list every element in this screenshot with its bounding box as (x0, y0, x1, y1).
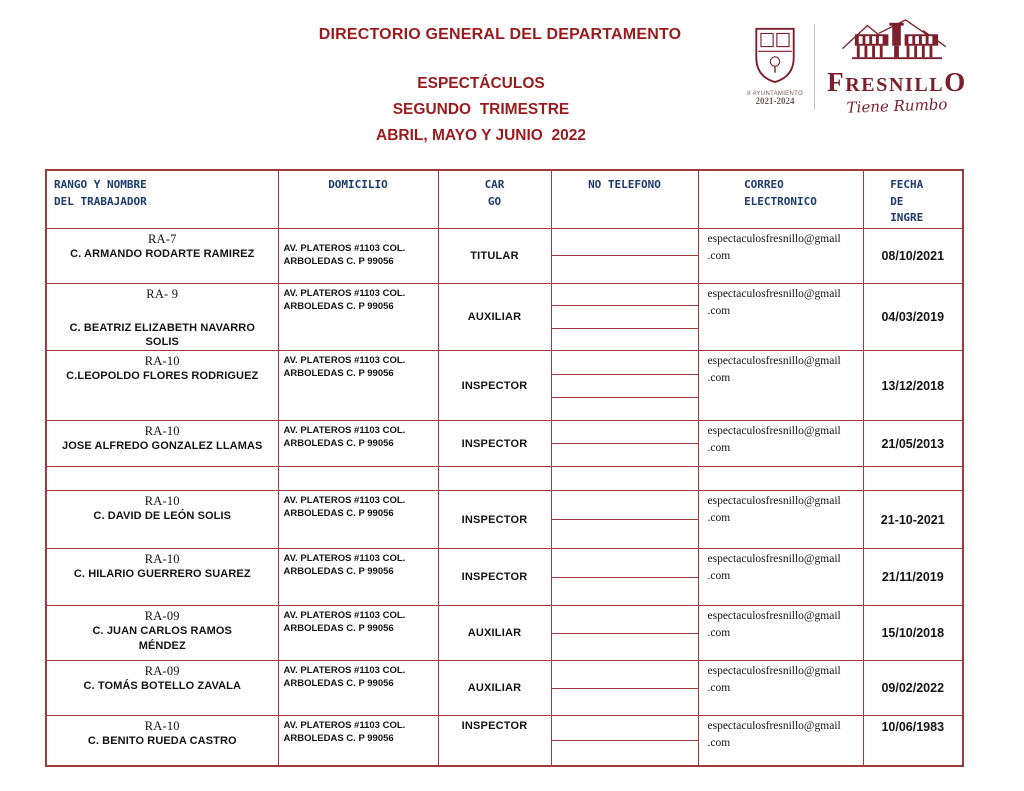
cargo-cell (438, 549, 551, 606)
header-line: RANGO Y NOMBRE (54, 178, 147, 191)
email-line: .com (707, 512, 731, 525)
address-text (279, 421, 438, 451)
address-line: ARBOLEDAS C. P 99056 (283, 368, 394, 380)
address-text (279, 549, 438, 579)
header-line: FECHA (890, 178, 924, 191)
phone-slot (552, 491, 698, 520)
subtitle-trimester: SEGUNDO TRIMESTRE (392, 101, 570, 118)
cargo-cell (438, 606, 551, 661)
skyline-icon (836, 49, 958, 66)
phone-cell (551, 228, 698, 283)
employee-name-cell (46, 606, 278, 661)
phone-slot (552, 256, 698, 283)
employee-name-cell (46, 421, 278, 467)
phone-slot-group (552, 284, 698, 351)
table-row (46, 661, 963, 716)
table-row (46, 228, 963, 283)
email-text (699, 716, 863, 753)
email-text (699, 491, 863, 528)
employee-name-line: C. BEATRIZ ELIZABETH NAVARRO (69, 321, 255, 334)
fresnillo-logo (747, 18, 968, 115)
table-head (46, 170, 963, 228)
header-cell-5 (863, 170, 963, 228)
employee-name (47, 321, 278, 351)
employee-name-line: C. DAVID DE LEÓN SOLIS (93, 510, 232, 523)
phone-slot (552, 306, 698, 329)
employee-name (47, 624, 278, 654)
phone-slot (552, 661, 698, 689)
email-cell (698, 549, 863, 606)
address-text (279, 351, 438, 381)
address-line: AV. PLATEROS #1103 COL. (283, 242, 406, 254)
phone-slot (552, 689, 698, 716)
phone-slot (552, 716, 698, 741)
rank-label: RA-10 (144, 552, 180, 567)
email-text (699, 549, 863, 586)
email-line: .com (707, 682, 731, 695)
email-cell (698, 421, 863, 467)
address-text (279, 229, 438, 269)
logo-divider (814, 24, 815, 110)
header-line: DEL TRABAJADOR (54, 194, 147, 208)
email-line: espectaculosfresnillo@gmail (707, 553, 841, 566)
phone-slot (552, 329, 698, 351)
header-line: CAR (484, 178, 505, 191)
employee-name-cell (46, 661, 278, 716)
cargo-cell (438, 716, 551, 766)
table-row (46, 606, 963, 661)
employee-name (47, 509, 278, 524)
employee-name-cell (46, 491, 278, 549)
employee-name-line: SOLIS (145, 336, 179, 349)
email-line: .com (707, 627, 731, 640)
entry-date-label: 21-10-2021 (880, 512, 945, 527)
email-line: .com (707, 304, 731, 317)
address-cell (278, 661, 438, 716)
address-line: AV. PLATEROS #1103 COL. (283, 610, 406, 622)
cargo-cell (438, 421, 551, 467)
phone-slot (552, 284, 698, 307)
header-line: ELECTRONICO (744, 194, 817, 208)
phone-cell (551, 351, 698, 421)
cargo-label: AUXILIAR (467, 682, 522, 695)
cargo-label: INSPECTOR (461, 513, 528, 526)
spacer-row (46, 467, 963, 491)
phone-cell (551, 549, 698, 606)
header-line: DOMICILIO (328, 178, 388, 191)
email-cell (698, 228, 863, 283)
email-cell (698, 661, 863, 716)
address-cell (278, 606, 438, 661)
email-line: .com (707, 372, 731, 385)
phone-cell (551, 606, 698, 661)
cargo-label: TITULAR (470, 249, 519, 262)
entry-date-cell (863, 661, 963, 716)
phone-slot (552, 444, 698, 466)
phone-cell (551, 467, 698, 491)
phone-slot (552, 520, 698, 548)
phone-slot-group (552, 661, 698, 715)
phone-slot (552, 229, 698, 257)
address-cell (278, 491, 438, 549)
page-title: DIRECTORIO GENERAL DEL DEPARTAMENTO (318, 26, 682, 43)
rank-label: RA-7 (147, 231, 177, 246)
brand-name (826, 69, 968, 96)
entry-date-cell (863, 716, 963, 766)
entry-date-cell (863, 351, 963, 421)
email-text (699, 421, 863, 458)
phone-slot (552, 421, 698, 444)
header-line: CORREO (744, 178, 784, 191)
phone-slot (552, 606, 698, 634)
phone-slot-group (552, 491, 698, 548)
phone-slot-group (552, 716, 698, 765)
header-text (744, 177, 817, 210)
email-cell (698, 606, 863, 661)
address-cell (278, 421, 438, 467)
address-cell (278, 716, 438, 766)
phone-cell (551, 716, 698, 766)
address-text (279, 491, 438, 521)
brand-middle: RESNILL (845, 74, 945, 96)
employee-name-cell (46, 351, 278, 421)
cargo-label: AUXILIAR (467, 627, 522, 640)
entry-date-cell (863, 549, 963, 606)
phone-slot (552, 741, 698, 765)
header-cell-2 (438, 170, 551, 228)
address-text (279, 661, 438, 691)
brand-final: O (944, 67, 967, 97)
directory-table (45, 169, 964, 767)
address-line: AV. PLATEROS #1103 COL. (283, 287, 406, 299)
address-text (279, 606, 438, 636)
phone-slot-group (552, 549, 698, 605)
address-line: ARBOLEDAS C. P 99056 (283, 623, 394, 635)
email-line: espectaculosfresnillo@gmail (707, 287, 841, 300)
rank-label: RA-09 (144, 609, 180, 624)
employee-name (47, 369, 278, 384)
crest-caption-line2: 2021-2024 (755, 96, 795, 107)
crest-caption (747, 91, 803, 107)
header-text (279, 177, 438, 194)
email-cell (698, 283, 863, 351)
employee-name-cell (46, 228, 278, 283)
employee-name-cell (46, 467, 278, 491)
address-cell (278, 283, 438, 351)
entry-date-label: 15/10/2018 (881, 626, 945, 641)
subtitle-department: ESPECTÁCULOS (417, 75, 545, 92)
address-line: AV. PLATEROS #1103 COL. (283, 553, 406, 565)
phone-slot-group (552, 421, 698, 466)
address-line: ARBOLEDAS C. P 99056 (283, 678, 394, 690)
cargo-cell (438, 491, 551, 549)
address-text (279, 716, 438, 746)
rank-label: RA-09 (144, 664, 180, 679)
table-row (46, 351, 963, 421)
table-row (46, 421, 963, 467)
entry-date-label: 04/03/2019 (881, 309, 945, 324)
employee-name-cell (46, 283, 278, 351)
email-line: .com (707, 249, 731, 262)
employee-name-line: C. ARMANDO RODARTE RAMIREZ (70, 247, 255, 260)
email-cell (698, 491, 863, 549)
address-line: ARBOLEDAS C. P 99056 (283, 255, 394, 267)
phone-cell (551, 491, 698, 549)
email-cell (698, 716, 863, 766)
header-text (890, 177, 923, 227)
header-line: DE (890, 194, 904, 208)
entry-date-cell (863, 283, 963, 351)
address-line: AV. PLATEROS #1103 COL. (283, 720, 406, 732)
table-row (46, 549, 963, 606)
employee-name (47, 679, 278, 694)
phone-slot-group (552, 351, 698, 420)
phone-slot (552, 634, 698, 661)
table-row (46, 491, 963, 549)
cargo-cell (438, 283, 551, 351)
address-line: AV. PLATEROS #1103 COL. (283, 495, 406, 507)
address-line: AV. PLATEROS #1103 COL. (283, 425, 406, 437)
entry-date-label: 08/10/2021 (881, 248, 945, 263)
crest-caption-line1: II AYUNTAMIENTO (747, 90, 803, 97)
cargo-cell (438, 467, 551, 491)
email-line: espectaculosfresnillo@gmail (707, 495, 841, 508)
address-line: ARBOLEDAS C. P 99056 (283, 438, 394, 450)
rank-label: RA- 9 (146, 286, 179, 301)
employee-name-line: JOSE ALFREDO GONZALEZ LLAMAS (62, 440, 263, 453)
phone-cell (551, 661, 698, 716)
employee-name-line: C.LEOPOLDO FLORES RODRIGUEZ (66, 370, 259, 383)
phone-cell (551, 421, 698, 467)
address-line: AV. PLATEROS #1103 COL. (283, 665, 406, 677)
rank-label: RA-10 (144, 424, 180, 439)
employee-name-line: C. TOMÁS BOTELLO ZAVALA (83, 680, 241, 693)
cargo-label: INSPECTOR (461, 720, 528, 733)
email-text (699, 284, 863, 321)
phone-slot (552, 351, 698, 374)
email-line: espectaculosfresnillo@gmail (707, 665, 841, 678)
coat-of-arms-icon (752, 71, 798, 88)
email-line: espectaculosfresnillo@gmail (707, 720, 841, 733)
rank-label: RA-10 (144, 354, 180, 369)
header-line: INGRE (890, 211, 924, 224)
entry-date-label: 10/06/1983 (881, 720, 945, 735)
phone-slot-group (552, 467, 698, 490)
cargo-cell (438, 661, 551, 716)
entry-date-label: 09/02/2022 (881, 681, 945, 696)
address-cell (278, 467, 438, 491)
header-cell-0 (46, 170, 278, 228)
entry-date-cell (863, 228, 963, 283)
phone-slot-group (552, 229, 698, 283)
email-text (699, 606, 863, 643)
email-cell (698, 467, 863, 491)
subtitle-months: ABRIL, MAYO Y JUNIO 2022 (376, 127, 586, 144)
employee-name-cell (46, 549, 278, 606)
address-cell (278, 351, 438, 421)
brand-block (826, 18, 968, 115)
table-row (46, 716, 963, 766)
entry-date-cell (863, 467, 963, 491)
employee-name (47, 439, 278, 454)
header-cell-1 (278, 170, 438, 228)
email-text (699, 351, 863, 388)
cargo-label: INSPECTOR (461, 437, 528, 450)
address-text (279, 284, 438, 314)
employee-name-line: C. BENITO RUEDA CASTRO (87, 735, 237, 748)
employee-name (47, 567, 278, 582)
cargo-label: INSPECTOR (461, 571, 528, 584)
email-cell (698, 351, 863, 421)
employee-name-line: MÉNDEZ (138, 640, 186, 653)
email-line: .com (707, 570, 731, 583)
address-line: ARBOLEDAS C. P 99056 (283, 733, 394, 745)
cargo-cell (438, 351, 551, 421)
employee-name (47, 734, 278, 749)
email-text (699, 229, 863, 266)
phone-cell (551, 283, 698, 351)
rank-label: RA-10 (144, 494, 180, 509)
phone-slot (552, 578, 698, 606)
header-cell-3 (551, 170, 698, 228)
employee-name-cell (46, 716, 278, 766)
entry-date-label: 21/05/2013 (881, 436, 945, 451)
phone-slot (552, 375, 698, 398)
address-line: AV. PLATEROS #1103 COL. (283, 355, 406, 367)
email-line: espectaculosfresnillo@gmail (707, 425, 841, 438)
cargo-label: INSPECTOR (461, 379, 528, 392)
phone-slot (552, 467, 698, 490)
table-body (46, 228, 963, 766)
address-cell (278, 228, 438, 283)
header-text (552, 177, 698, 194)
employee-name-line: C. JUAN CARLOS RAMOS (92, 625, 232, 638)
header-cell-4 (698, 170, 863, 228)
phone-slot (552, 549, 698, 578)
employee-name (47, 247, 278, 262)
entry-date-cell (863, 606, 963, 661)
municipal-crest (747, 26, 803, 107)
address-line: ARBOLEDAS C. P 99056 (283, 508, 394, 520)
entry-date-cell (863, 491, 963, 549)
header-line: NO TELEFONO (588, 178, 661, 191)
cargo-label: AUXILIAR (467, 310, 522, 323)
entry-date-label: 13/12/2018 (881, 378, 945, 393)
cargo-cell (438, 228, 551, 283)
email-line: .com (707, 737, 731, 750)
rank-label: RA-10 (144, 719, 180, 734)
header-row (46, 170, 963, 228)
employee-name-line: C. HILARIO GUERRERO SUAREZ (73, 568, 251, 581)
entry-date-cell (863, 421, 963, 467)
table-row (46, 283, 963, 351)
email-line: espectaculosfresnillo@gmail (707, 355, 841, 368)
email-line: espectaculosfresnillo@gmail (707, 610, 841, 623)
email-text (699, 661, 863, 698)
email-line: espectaculosfresnillo@gmail (707, 232, 841, 245)
email-line: .com (707, 442, 731, 455)
header-line: GO (487, 194, 502, 208)
header-text (54, 177, 278, 210)
brand-initial: F (827, 67, 846, 97)
phone-slot (552, 398, 698, 420)
brand-tagline: Tiene Rumbo (846, 95, 948, 117)
entry-date-label: 21/11/2019 (881, 570, 944, 585)
address-cell (278, 549, 438, 606)
header-text (439, 177, 551, 210)
address-line: ARBOLEDAS C. P 99056 (283, 566, 394, 578)
address-line: ARBOLEDAS C. P 99056 (283, 300, 394, 312)
phone-slot-group (552, 606, 698, 660)
